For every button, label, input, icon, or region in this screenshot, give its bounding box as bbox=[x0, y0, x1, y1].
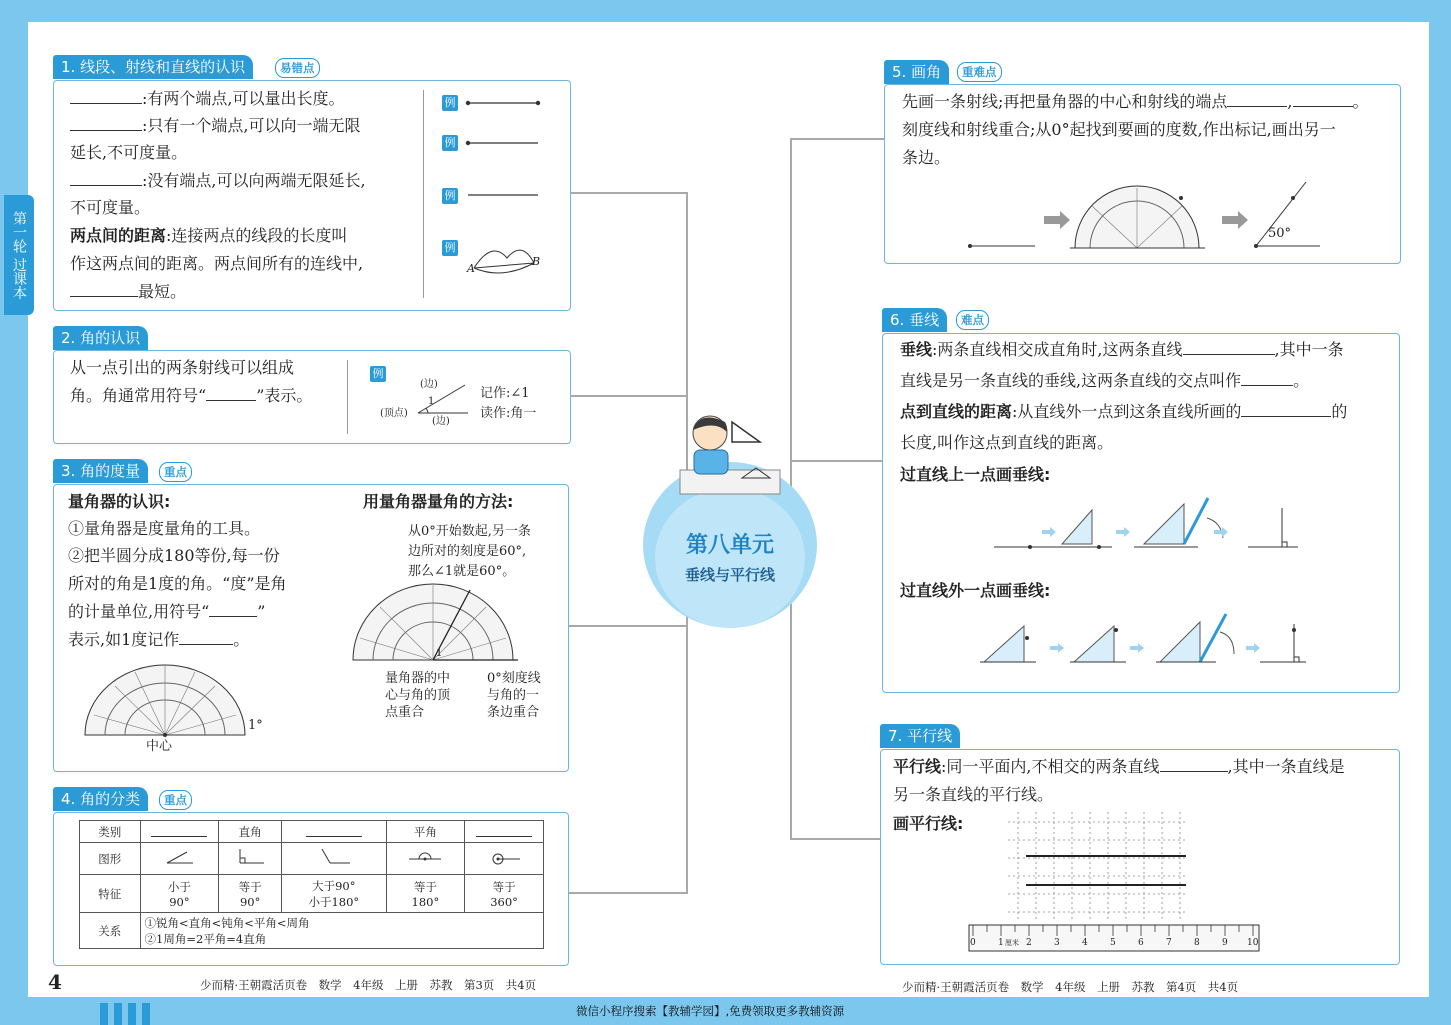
connector-left-4 bbox=[568, 892, 688, 894]
ruler-numbers bbox=[968, 938, 1260, 952]
arrow-icon bbox=[1130, 643, 1144, 653]
feature-acute: 小于 90° bbox=[140, 875, 219, 913]
ruler-num: 7 bbox=[1166, 938, 1172, 948]
segment-example bbox=[466, 101, 540, 105]
step-draw-2 bbox=[1156, 614, 1234, 662]
angle-def-1: 从一点引出的两条射线可以组成 bbox=[70, 358, 295, 377]
section-4-title: 4. 角的分类 bbox=[53, 787, 148, 811]
ruler-num: 4 bbox=[1082, 938, 1088, 948]
connector-left-2 bbox=[570, 395, 686, 397]
ruler-num: 9 bbox=[1222, 938, 1228, 948]
distance-example bbox=[474, 250, 534, 273]
step-square-2 bbox=[1070, 626, 1126, 662]
side-top-label: (边) bbox=[420, 379, 438, 390]
perp-def-1: 垂线:两条直线相交成直角时,这两条直线 ,其中一条 bbox=[900, 340, 1344, 359]
ray-example bbox=[466, 141, 538, 145]
distance-def-3: 最短。 bbox=[70, 279, 186, 302]
ray-def-2: 延长,不可度量。 bbox=[70, 143, 188, 162]
line-segment-def: :有两个端点,可以量出长度。 bbox=[70, 86, 344, 109]
shape-obtuse bbox=[282, 843, 387, 875]
unit-title: 第八单元 bbox=[685, 533, 774, 558]
angle-50-label: 50° bbox=[1268, 226, 1292, 241]
vertex-label: (顶点) bbox=[380, 408, 408, 419]
note-1b: 心与角的顶 bbox=[385, 688, 451, 703]
section-3-tag: 重点 bbox=[159, 462, 192, 482]
connector-left-1 bbox=[570, 192, 686, 194]
note-1a: 量角器的中 bbox=[385, 671, 451, 686]
example-badge: 例 bbox=[442, 95, 458, 111]
arrow-icon bbox=[1042, 527, 1056, 537]
step-draw bbox=[1134, 498, 1223, 547]
parallel-def-1: 平行线:同一平面内,不相交的两条直线 ,其中一条直线是 bbox=[893, 757, 1345, 776]
answer-blank[interactable] bbox=[70, 87, 142, 104]
footer-ad: 微信小程序搜索【教辅学园】,免费领取更多教辅资源 bbox=[576, 1004, 845, 1018]
type-cell-acute[interactable] bbox=[140, 821, 219, 843]
side-bottom-label: (边) bbox=[432, 416, 450, 427]
note-2a: 0°刻度线 bbox=[487, 671, 541, 686]
shape-acute bbox=[140, 843, 219, 875]
ruler-num: 10 bbox=[1247, 938, 1259, 948]
answer-blank[interactable] bbox=[1160, 755, 1228, 772]
protractor-p2e: 表示,如1度记作 。 bbox=[68, 630, 250, 649]
section-2-title: 2. 角的认识 bbox=[53, 326, 148, 350]
answer-blank[interactable] bbox=[209, 600, 257, 617]
answer-blank[interactable] bbox=[70, 169, 142, 186]
step-protractor bbox=[1070, 186, 1205, 248]
perp-dist-2: 长度,叫作这点到直线的距离。 bbox=[900, 433, 1114, 452]
protractor-left bbox=[80, 660, 250, 740]
row-label-feature: 特征 bbox=[80, 875, 141, 913]
ruler-num: 0 bbox=[970, 938, 976, 948]
one-degree-label: 1° bbox=[248, 718, 263, 733]
draw-angle-steps bbox=[960, 178, 1360, 256]
unit-subtitle: 垂线与平行线 bbox=[684, 566, 775, 584]
frame-top bbox=[0, 0, 1451, 22]
feature-full: 等于 360° bbox=[465, 875, 544, 913]
example-badge: 例 bbox=[442, 135, 458, 151]
answer-blank[interactable] bbox=[70, 114, 142, 131]
type-cell-full[interactable] bbox=[465, 821, 544, 843]
protractor-p2b: 所对的角是1度的角。“度”是角 bbox=[68, 574, 287, 593]
ruler-num: 3 bbox=[1054, 938, 1060, 948]
parallel-def-2: 另一条直线的平行线。 bbox=[893, 785, 1054, 804]
method-line-2: 边所对的刻度是60°, bbox=[408, 544, 527, 559]
draw-parallel-heading: 画平行线: bbox=[893, 814, 964, 833]
section-5-title: 5. 画角 bbox=[884, 60, 949, 84]
example-divider bbox=[423, 90, 424, 298]
angle-write: 记作:∠1 bbox=[480, 386, 530, 401]
section-7-title: 7. 平行线 bbox=[880, 724, 960, 748]
protractor-p2c: 的计量单位,用符号“ ” bbox=[68, 602, 266, 621]
distance-def-2: 作这两点间的距离。两点间所有的连线中, bbox=[70, 254, 364, 273]
line-def-2: 不可度量。 bbox=[70, 198, 151, 217]
section-1-title: 1. 线段、射线和直线的认识 bbox=[53, 55, 253, 79]
protractor-intro-heading: 量角器的认识: bbox=[68, 492, 171, 511]
connector-left-3 bbox=[568, 625, 686, 627]
side-tab: 第一轮 过课本 bbox=[4, 195, 34, 315]
answer-blank[interactable] bbox=[1183, 338, 1275, 355]
boy-body bbox=[694, 450, 728, 474]
desk bbox=[680, 470, 780, 494]
angle-1-mark: 1 bbox=[436, 648, 443, 659]
arrow-icon bbox=[1050, 643, 1064, 653]
shape-right bbox=[219, 843, 282, 875]
type-cell-straight: 平角 bbox=[386, 821, 465, 843]
row-label-type: 类别 bbox=[80, 821, 141, 843]
feature-right: 等于 90° bbox=[219, 875, 282, 913]
angle-number: 1 bbox=[428, 396, 435, 407]
arrow-icon bbox=[1222, 211, 1248, 229]
section-3-title: 3. 角的度量 bbox=[53, 459, 148, 483]
example-badge: 例 bbox=[442, 240, 458, 256]
angle-def-2: 角。角通常用符号“ ”表示。 bbox=[70, 386, 313, 405]
answer-blank[interactable] bbox=[206, 384, 256, 401]
set-square bbox=[732, 422, 760, 442]
boy-illustration bbox=[670, 408, 790, 498]
perp-outside-heading: 过直线外一点画垂线: bbox=[900, 581, 1051, 600]
answer-blank[interactable] bbox=[1293, 90, 1353, 107]
protractor-p1: ①量角器是度量角的工具。 bbox=[68, 519, 261, 538]
section-6-title: 6. 垂线 bbox=[882, 308, 947, 332]
line-def: :没有端点,可以向两端无限延长, bbox=[70, 168, 366, 191]
answer-blank[interactable] bbox=[1227, 90, 1287, 107]
protractor-right bbox=[350, 580, 520, 665]
feature-straight: 等于 180° bbox=[386, 875, 465, 913]
feature-obtuse: 大于90° 小于180° bbox=[282, 875, 387, 913]
step-line bbox=[994, 545, 1062, 549]
bottom-stripes bbox=[100, 1003, 150, 1025]
perp-on-line-heading: 过直线上一点画垂线: bbox=[900, 465, 1051, 484]
angle-read: 读作:角一 bbox=[480, 406, 537, 421]
perp-on-line-steps bbox=[992, 492, 1302, 556]
section-5-tag: 重难点 bbox=[957, 62, 1002, 82]
step-result-2 bbox=[1260, 624, 1306, 662]
point-a-label: A bbox=[467, 262, 475, 275]
draw-angle-l3: 条边。 bbox=[902, 148, 951, 167]
center-label: 中心 bbox=[146, 739, 173, 754]
shape-straight bbox=[386, 843, 465, 875]
arrow-icon bbox=[1246, 643, 1260, 653]
footer-right: 少而精·王朝霞活页卷 数学 4年级 上册 苏教 第4页 共4页 bbox=[902, 980, 1239, 994]
ruler-num: 5 bbox=[1110, 938, 1116, 948]
example-badge: 例 bbox=[370, 366, 386, 382]
row-label-relation: 关系 bbox=[80, 913, 141, 949]
ruler-num: 8 bbox=[1194, 938, 1200, 948]
note-2c: 条边重合 bbox=[487, 705, 540, 720]
point-b-label: B bbox=[532, 255, 541, 268]
connector-right-7 bbox=[790, 838, 880, 840]
shape-full bbox=[465, 843, 544, 875]
type-cell-right: 直角 bbox=[219, 821, 282, 843]
frame-left bbox=[0, 0, 28, 1025]
note-2b: 与角的一 bbox=[487, 688, 540, 703]
ruler-num: 6 bbox=[1138, 938, 1144, 948]
protractor-p2a: ②把半圆分成180等份,每一份 bbox=[68, 546, 280, 565]
step-result bbox=[1248, 508, 1298, 547]
arrow-icon bbox=[1116, 527, 1130, 537]
answer-blank[interactable] bbox=[1241, 369, 1293, 386]
step-ray bbox=[968, 244, 1035, 248]
perp-dist-1: 点到直线的距离:从直线外一点到这条直线所画的 的 bbox=[900, 402, 1348, 421]
footer-left: 少而精·王朝霞活页卷 数学 4年级 上册 苏教 第3页 共4页 bbox=[200, 978, 537, 992]
answer-blank[interactable] bbox=[1241, 400, 1331, 417]
angle-classification-table bbox=[79, 820, 544, 949]
answer-blank[interactable] bbox=[179, 628, 233, 645]
example-badge: 例 bbox=[442, 188, 458, 204]
draw-angle-l2: 刻度线和射线重合;从0°起找到要画的度数,作出标记,画出另一 bbox=[902, 120, 1336, 139]
section-1-tag: 易错点 bbox=[275, 58, 320, 78]
parallel-grid bbox=[1008, 812, 1188, 922]
page-number: 4 bbox=[48, 970, 62, 994]
ruler-num: 2 bbox=[1026, 938, 1032, 948]
perp-outside-steps bbox=[980, 610, 1310, 670]
frame-right bbox=[1429, 0, 1451, 1025]
section-6-tag: 难点 bbox=[956, 310, 989, 330]
method-line-3: 那么∠1就是60°。 bbox=[408, 564, 516, 579]
step-square bbox=[1054, 510, 1112, 549]
row-label-shape: 图形 bbox=[80, 843, 141, 875]
example-divider bbox=[347, 360, 348, 434]
type-cell-obtuse[interactable] bbox=[282, 821, 387, 843]
distance-def: 两点间的距离:连接两点的线段的长度叫 bbox=[70, 226, 348, 245]
ray-def: :只有一个端点,可以向一端无限 bbox=[70, 113, 360, 136]
step-square-1 bbox=[980, 626, 1036, 662]
arrow-icon bbox=[1214, 527, 1228, 537]
draw-angle-l1: 先画一条射线;再把量角器的中心和射线的端点 , 。 bbox=[902, 92, 1369, 111]
relation-cell: ①锐角<直角<钝角<平角<周角 ②1周角=2平角=4直角 bbox=[140, 913, 543, 949]
connector-right-5 bbox=[790, 138, 884, 140]
connector-right-6 bbox=[790, 460, 882, 462]
answer-blank[interactable] bbox=[70, 280, 138, 297]
measure-method-heading: 用量角器量角的方法: bbox=[363, 492, 514, 511]
arrow-icon bbox=[1044, 211, 1070, 229]
ruler-num: 1 bbox=[998, 938, 1004, 948]
section-4-tag: 重点 bbox=[159, 790, 192, 810]
perp-def-2: 直线是另一条直线的垂线,这两条直线的交点叫作 。 bbox=[900, 371, 1310, 390]
note-1c: 点重合 bbox=[385, 705, 425, 720]
ruler-unit: 厘米 bbox=[1005, 939, 1019, 947]
method-line-1: 从0°开始数起,另一条 bbox=[408, 524, 531, 539]
